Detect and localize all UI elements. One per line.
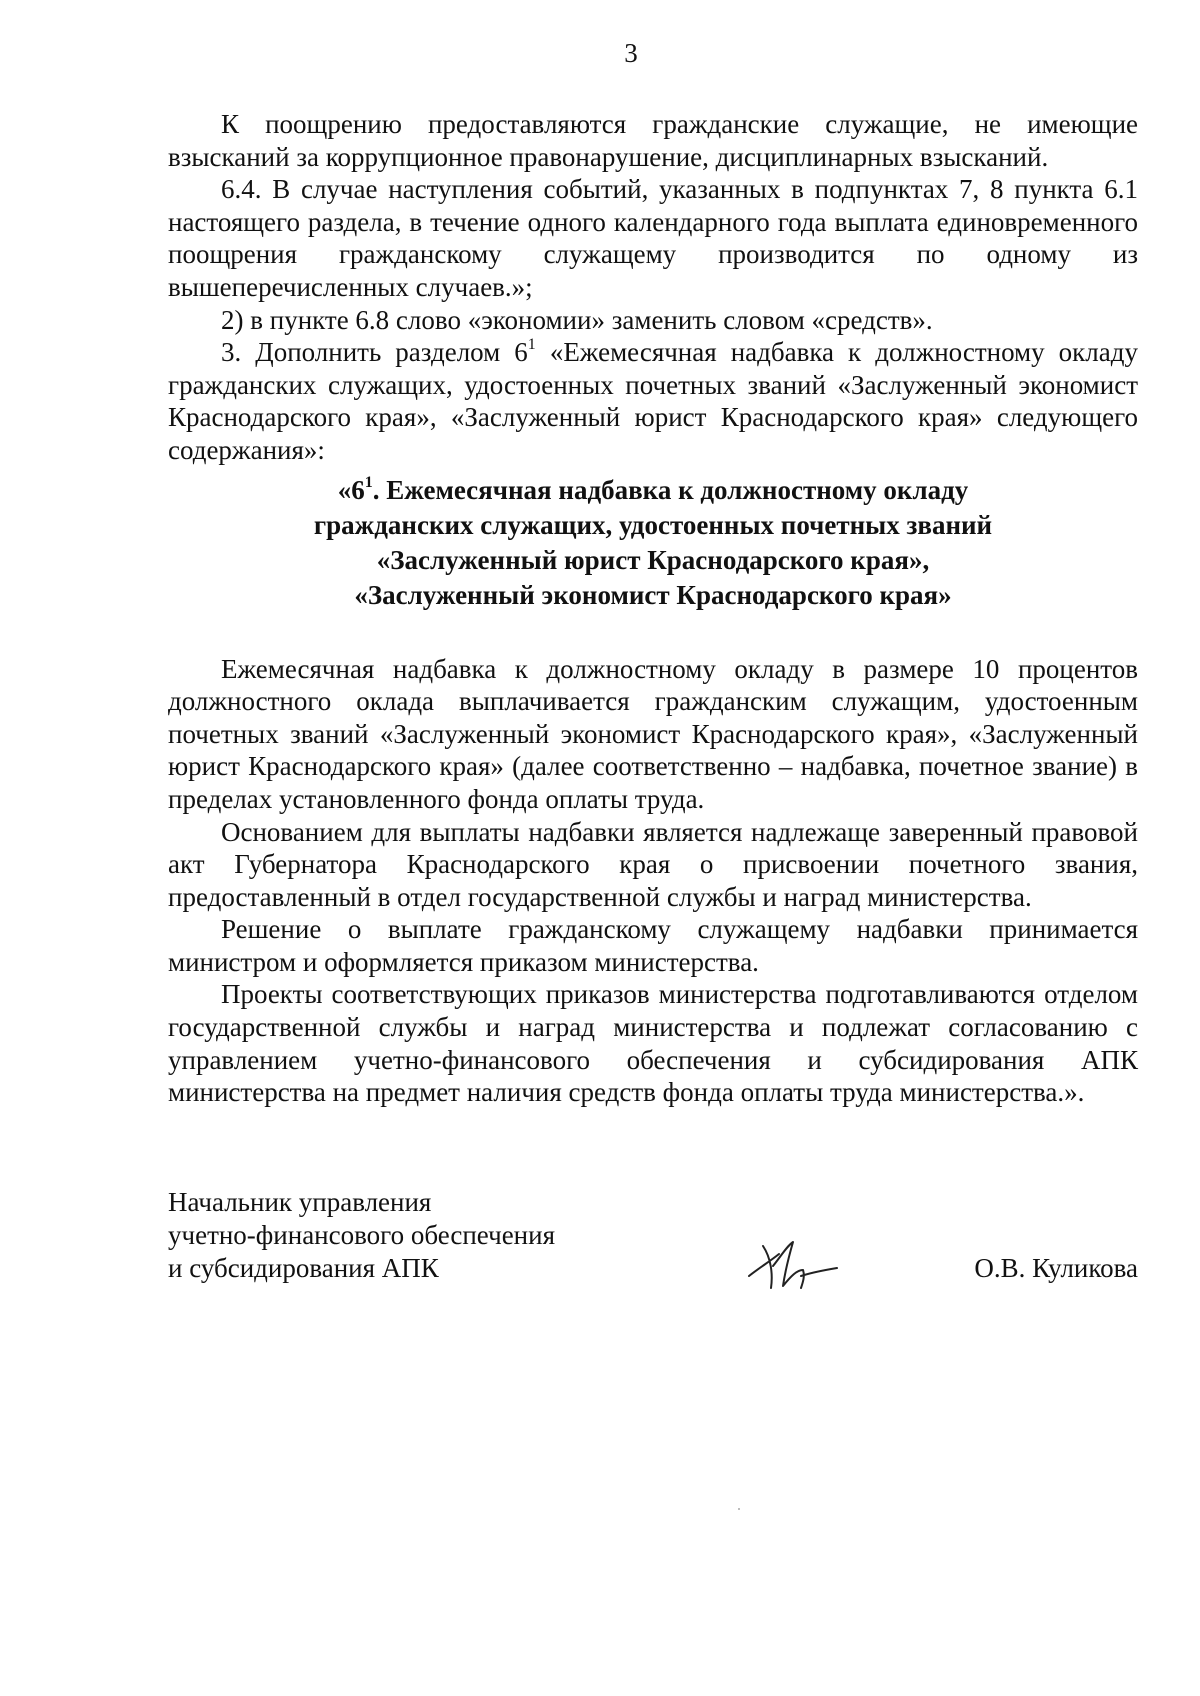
scan-speck	[738, 1508, 740, 1510]
signatory-position-line-3: и субсидирования АПК	[168, 1253, 439, 1283]
paragraph-add-section	[168, 336, 1138, 466]
paragraph-payment-decision: Решение о выплате гражданскому служащему надбавки принимается министром и оформляется приказом министерства.	[168, 914, 1138, 977]
paragraph-order-drafts: Проекты соответствующих приказов министерства подготавливаются отделом государственной службы и наград министерства и подлежат согласованию с управлением учетно-финансового обеспечения и субсидирования АПК министерства на предмет наличия средств фонда оплаты труда министерства.».	[168, 979, 1138, 1108]
paragraph-6-8-amendment: 2) в пункте 6.8 слово «экономии» заменить словом «средств».	[221, 304, 933, 335]
signatory-position-line-1: Начальник управления	[168, 1187, 432, 1217]
paragraph-6-4: 6.4. В случае наступления событий, указанных в подпунктах 7, 8 пункта 6.1 настоящего раздела, в течение одного календарного года выплата единовременного поощрения гражданскому служащему производится по одному из вышеперечисленных случаев.»;	[168, 174, 1138, 302]
signatory-position-line-2: учетно-финансового обеспечения	[168, 1220, 555, 1250]
section-title-prefix: «6	[337, 474, 365, 505]
paragraph-bonus-amount: Ежемесячная надбавка к должностному окладу в размере 10 процентов должностного оклада выплачивается гражданским служащим, удостоенным почетных званий «Заслуженный экономист Краснодарского края», «Заслуженный юрист Краснодарского края» (далее соответственно – надбавка, почетное звание) в пределах установленного фонда оплаты труда.	[168, 653, 1138, 814]
paragraph-payment-basis: Основанием для выплаты надбавки является надлежаще заверенный правовой акт Губернатора Краснодарского края о присвоении почетного звания, предоставленный в отдел государственной службы и наград министерства.	[168, 816, 1138, 912]
section-title	[168, 473, 1138, 613]
add-section-text-start: 3. Дополнить разделом 6	[221, 337, 528, 368]
handwritten-signature	[743, 1236, 853, 1296]
add-section-superscript: 1	[527, 336, 536, 354]
document-body	[168, 108, 1138, 1109]
section-title-line-4: «Заслуженный экономист Краснодарского края»	[354, 579, 952, 610]
section-title-superscript: 1	[364, 473, 373, 491]
section-title-line-1-rest: . Ежемесячная надбавка к должностному окладу	[372, 474, 969, 505]
signatory-name: О.В. Куликова	[974, 1253, 1138, 1283]
page-number: 3	[624, 38, 638, 68]
signature-block	[168, 1186, 1138, 1285]
section-title-line-3: «Заслуженный юрист Краснодарского края»,	[376, 544, 930, 575]
add-section-text-end: «Ежемесячная надбавка к должностному окладу гражданских служащих, удостоенных почетных званий «Заслуженный экономист Краснодарского края», «Заслуженный юрист Краснодарского края» следующего содержания»:	[168, 337, 1138, 465]
title-spacer	[168, 613, 1138, 653]
section-title-line-1	[168, 473, 1138, 508]
paragraph-reward-eligibility: К поощрению предоставляются гражданские служащие, не имеющие взысканий за коррупционное правонарушение, дисциплинарных взысканий.	[168, 109, 1138, 172]
section-title-line-2: гражданских служащих, удостоенных почетных званий	[313, 509, 993, 540]
